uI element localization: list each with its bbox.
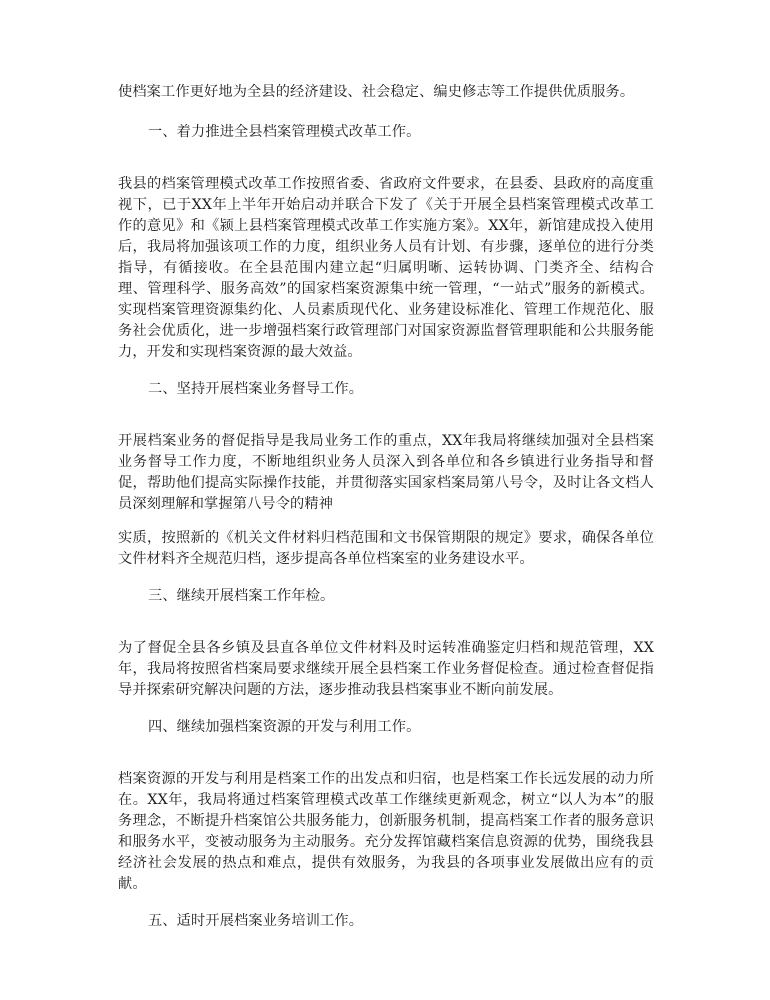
section-2-heading: 二、坚持开展档案业务督导工作。 — [148, 381, 364, 397]
document-page — [118, 82, 654, 932]
section-4-heading: 四、继续加强档案资源的开发与利用工作。 — [148, 719, 421, 735]
section-3-heading: 三、继续开展档案工作年检。 — [148, 588, 335, 604]
section-1-heading: 一、着力推进全县档案管理模式改革工作。 — [148, 124, 421, 140]
intro-paragraph: 使档案工作更好地为全县的经济建设、社会稳定、编史修志等工作提供优质服务。 — [118, 84, 635, 100]
section-2-paragraph-1: 开展档案业务的督促指导是我局业务工作的重点，XX年我局将继续加强对全县档案业务督导工作力度，不断地组织业务人员深入到各单位和各乡镇进行业务指导和督促，帮助他们提高实际操作技能，并贯彻落实国家档案局第八号令，及时让各文档人员深刻理解和掌握第八号令的精神 — [118, 433, 654, 512]
section-4-paragraph: 档案资源的开发与利用是档案工作的出发点和归宿，也是档案工作长远发展的动力所在。XX年，我局将通过档案管理模式改革工作继续更新观念，树立“以人为本”的服务理念，不断提升档案馆公共服务能力，创新服务机制，提高档案工作者的服务意识和服务水平，变被动服务为主动服务。充分发挥馆藏档案信息资源的优势，围绕我县经济社会发展的热点和难点，提供有效服务，为我县的各项事业发展做出应有的贡献。 — [118, 771, 654, 892]
section-2-paragraph-2: 实质，按照新的《机关文件材料归档范围和文书保管期限的规定》要求，确保各单位文件材料齐全规范归档，逐步提高各单位档案室的业务建设水平。 — [118, 530, 654, 567]
section-5-heading: 五、适时开展档案业务培训工作。 — [148, 913, 364, 929]
section-1-paragraph: 我县的档案管理模式改革工作按照省委、省政府文件要求，在县委、县政府的高度重视下，已于XX年上半年开始启动并联合下发了《关于开展全县档案管理模式改革工作的意见》和《颍上县档案管理模式改革工作实施方案》。XX年，新馆建成投入使用后，我局将加强该项工作的力度，组织业务人员有计划、有步骤，逐单位的进行分类指导，有循接收。在全县范围内建立起“归属明晰、运转协调、门类齐全、结构合理、管理科学、服务高效”的国家档案资源集中统一管理，“一站式”服务的新模式。实现档案管理资源集约化、人员素质现代化、业务建设标准化、管理工作规范化、服务社会优质化，进一步增强档案行政管理部门对国家资源监督管理职能和公共服务能力，开发和实现档案资源的最大效益。 — [118, 176, 654, 360]
section-3-paragraph: 为了督促全县各乡镇及县直各单位文件材料及时运转准确鉴定归档和规范管理，XX年，我局将按照省档案局要求继续开展全县档案工作业务督促检查。通过检查督促指导并探索研究解决问题的方法，逐步推动我县档案事业不断向前发展。 — [118, 640, 654, 698]
